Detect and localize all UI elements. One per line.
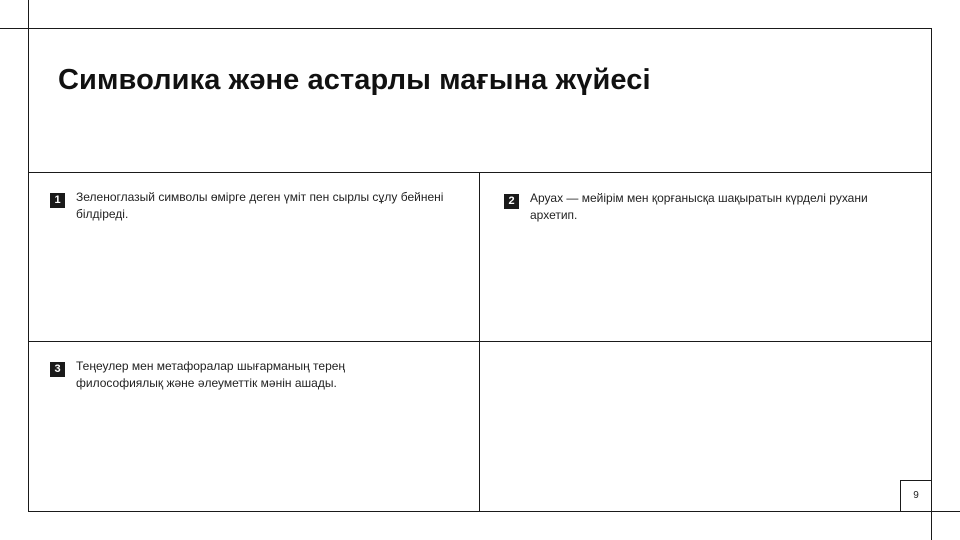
card-empty [480, 342, 931, 511]
corner-guide-vertical-left [28, 0, 29, 28]
card-text: Зеленоглазый символы өмірге деген үміт пен сырлы сұлу бейнені білдіреді. [76, 190, 444, 221]
corner-guide-horizontal-left [0, 28, 28, 29]
card-number-badge: 2 [504, 194, 519, 209]
card-number-badge: 1 [50, 193, 65, 208]
card-1 [29, 173, 479, 341]
card-number-badge: 3 [50, 362, 65, 377]
slide-title: Символика және астарлы мағына жүйесі [58, 64, 651, 96]
card-text: Аруах — мейірім мен қорғанысқа шақыратын күрделі рухани архетип. [530, 191, 868, 222]
card-text: Теңеулер мен метафоралар шығарманың терең философиялық және әлеуметтік мәнін ашады. [76, 359, 346, 390]
corner-guide-horizontal-right [932, 511, 960, 512]
card-2 [480, 173, 931, 341]
page-number: 9 [900, 480, 931, 511]
card-3 [29, 342, 479, 511]
corner-guide-vertical-right [931, 512, 932, 540]
